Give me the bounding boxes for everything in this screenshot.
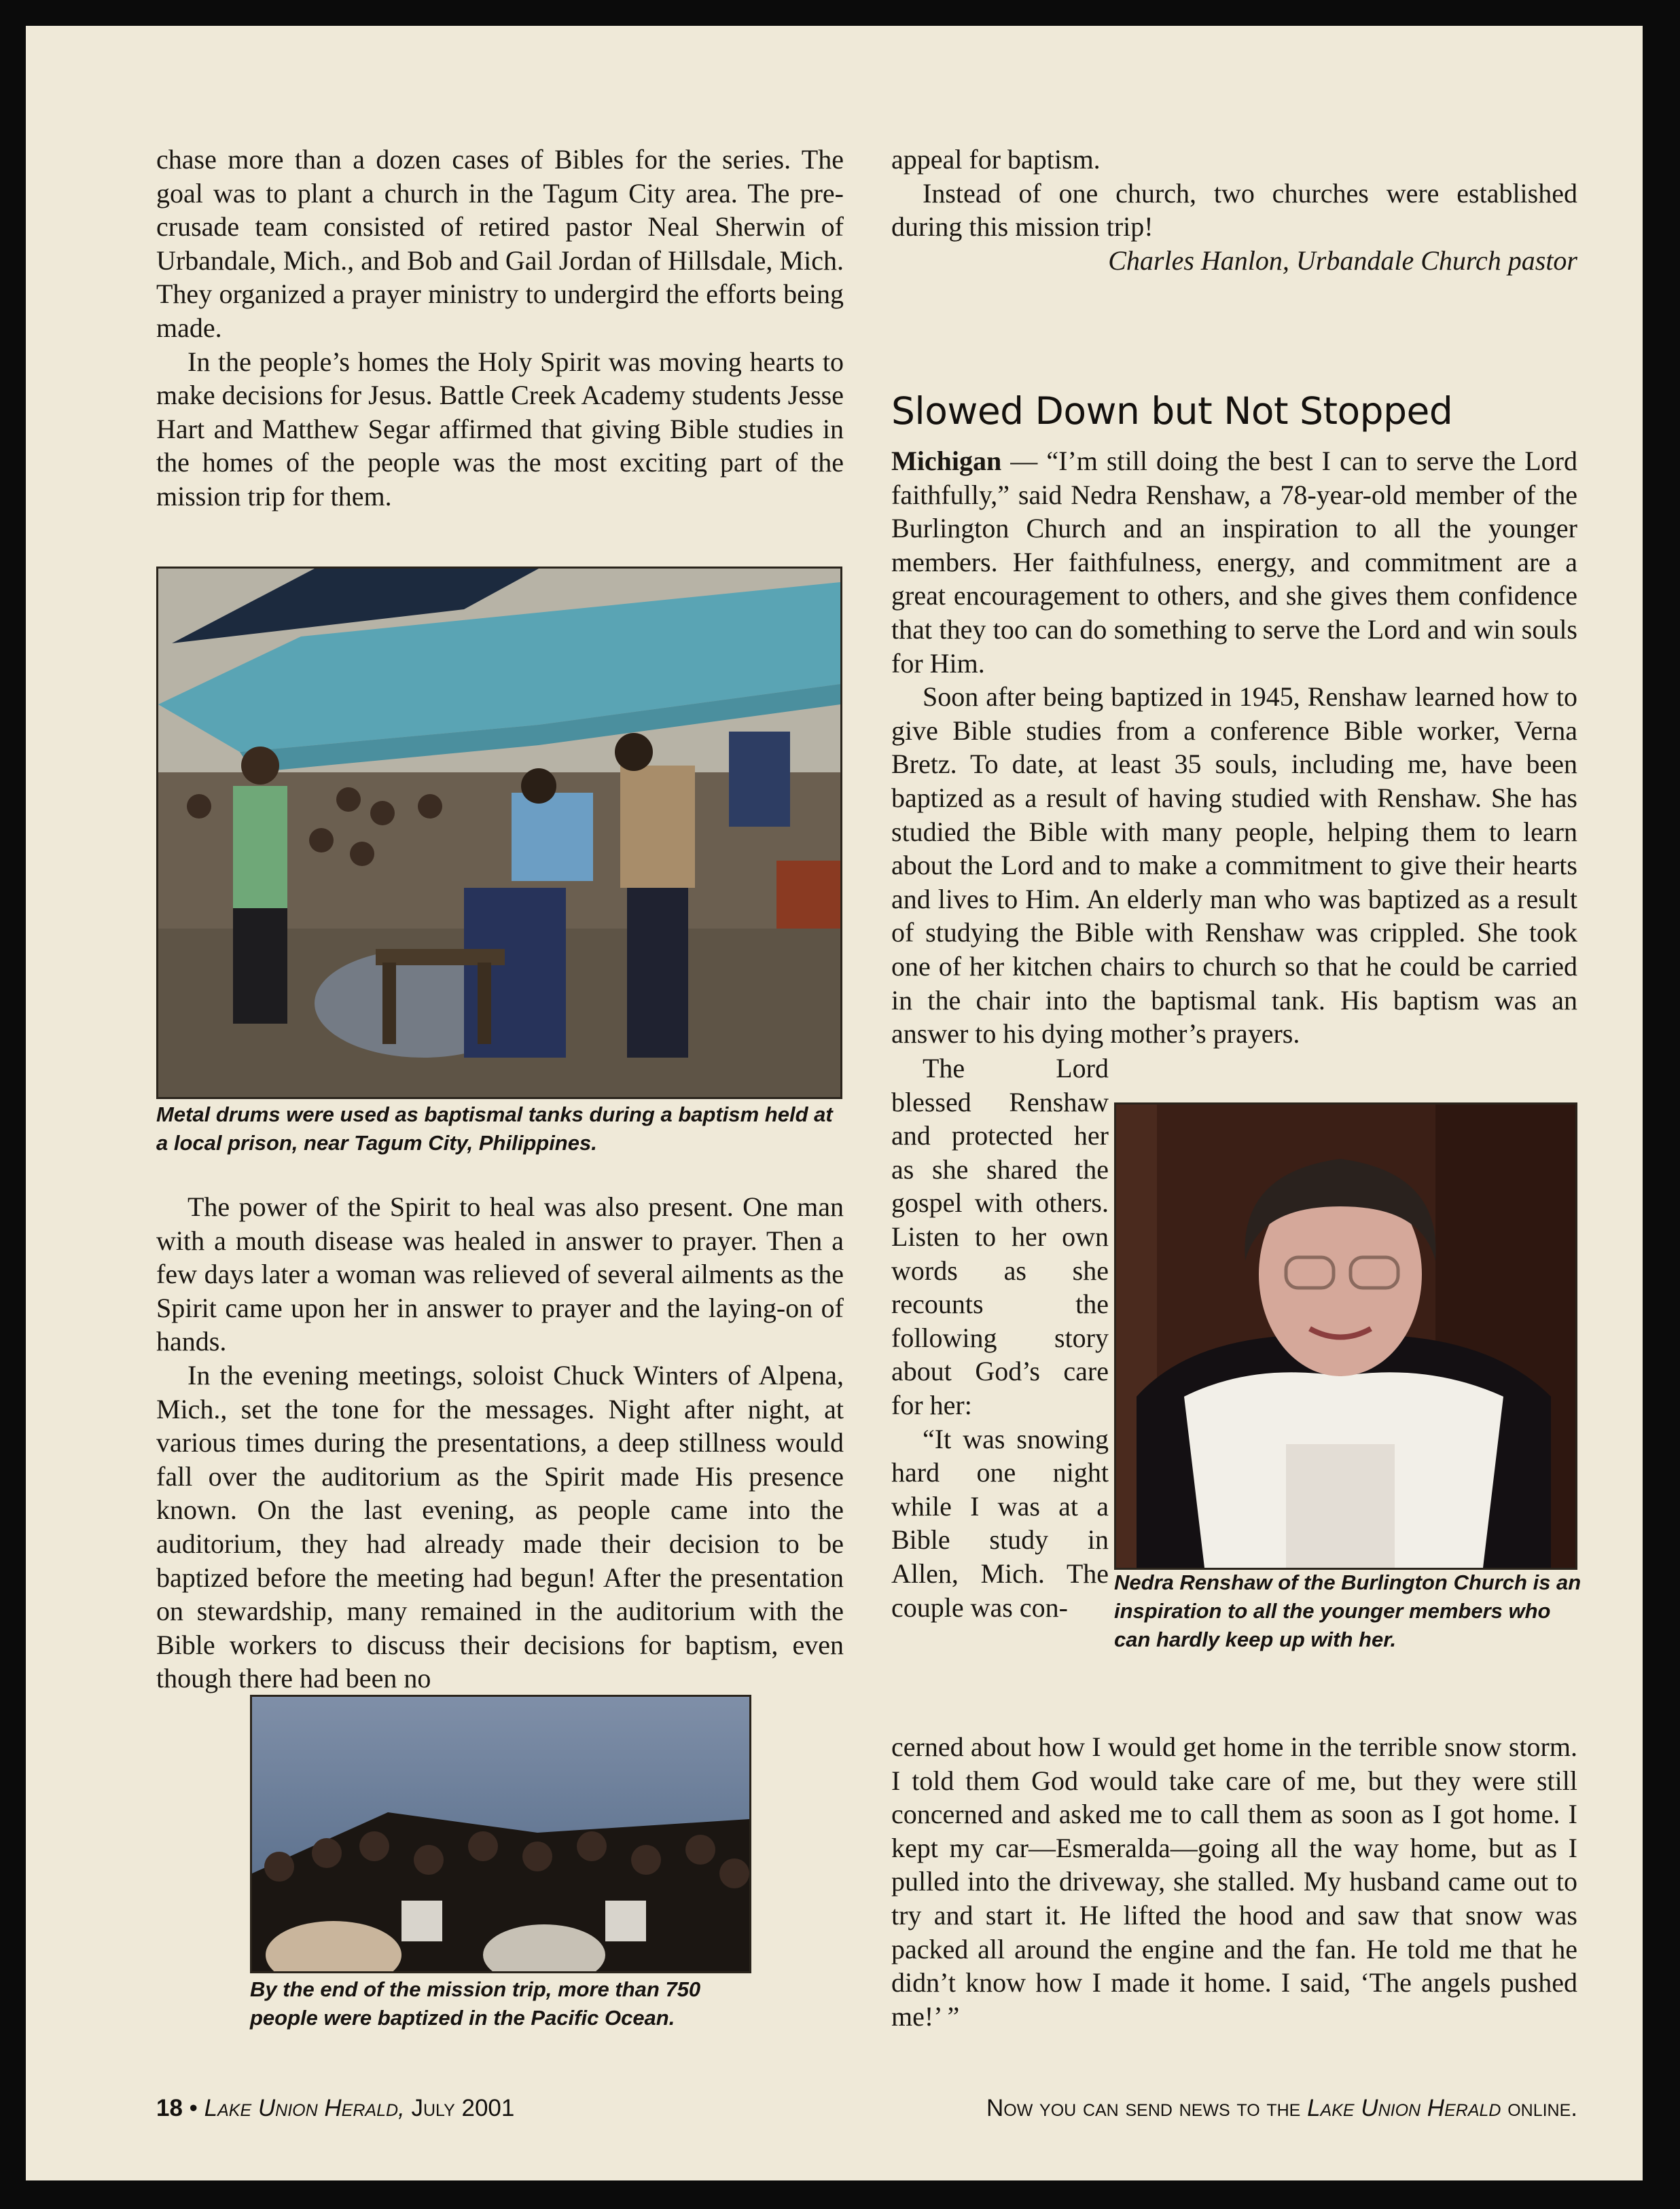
footer-bullet: •: [189, 2095, 198, 2121]
photo-caption: Metal drums were used as baptismal tanks during a baptism held at a local prison, near Tagum City, Philippines.: [156, 1102, 833, 1155]
magazine-page: [26, 26, 1643, 2180]
left-column-bottom: [156, 1190, 844, 1695]
right-column-top: [891, 143, 1577, 277]
paragraph: “It was snowing hard one night while I was at a Bible study in Allen, Mich. The couple was con-: [891, 1423, 1109, 1623]
paragraph: appeal for baptism.: [891, 144, 1101, 175]
right-column-article: [891, 444, 1577, 1051]
publication-name: Lake Union Herald,: [204, 2095, 405, 2121]
article-headline: Slowed Down but Not Stopped: [891, 389, 1453, 433]
paragraph: chase more than a dozen cases of Bibles for the series. The goal was to plant a church in the Tagum City area. The pre-crusade team consisted of retired pastor Neal Sherwin of Urbandale, Mich., and Bob and Gail Jordan of Hillsdale, Mich. They organized a prayer ministry to undergird the efforts being made.: [156, 144, 844, 343]
paragraph: Instead of one church, two churches were established during this mission trip!: [891, 177, 1577, 243]
paragraph: In the evening meetings, soloist Chuck Winters of Alpena, Mich., set the tone for the messages. Night after night, at various times during the presentations, a deep stillness would fall over the auditorium as the Spirit made His presence known. On the last evening, as people came into the auditorium, they had already made their decision to be baptized before the meeting had begun! After the presentation on stewardship, many remained in the auditorium with the Bible workers to discuss their decisions for baptism, even though there had been no: [156, 1359, 844, 1694]
paragraph: cerned about how I would get home in the terrible snow storm. I told them God would take care of me, but they were still concerned and asked me to call them as soon as I got home. I kept my car—Esmeralda—going all the way home, but as I pulled into the driveway, she stalled. My husband came out to try and start it. He lifted the hood and saw that snow was packed all around the engine and the fan. He told me that he didn’t know how I made it home. I said, ‘The angels pushed me!’ ”: [891, 1731, 1577, 2032]
page-footer-right: [986, 2095, 1577, 2122]
lede-text: — “I’m still doing the best I can to serve the Lord faithfully,” said Nedra Renshaw, a 78-year-old member of the Burlington Church and an inspiration to all the younger members. Her faithfulness, energy, and commitment are a great encouragement to others, and she gives them confidence that they too can do something to serve the Lord and win souls for Him.: [891, 446, 1577, 679]
footer-notice-suffix: online.: [1507, 2095, 1577, 2121]
paragraph: [891, 444, 1577, 680]
paragraph: The power of the Spirit to heal was also present. One man with a mouth disease was healed in answer to prayer. Then a few days later a woman was relieved of several ailments as the Spirit came upon her in answer to prayer and the laying-on of hands.: [156, 1191, 844, 1357]
prison-baptism-photo: [156, 567, 842, 1099]
ocean-baptism-photo: [250, 1695, 751, 1973]
nedra-renshaw-portrait: [1114, 1102, 1577, 1570]
lede-place: Michigan: [891, 446, 1002, 476]
photo-caption: By the end of the mission trip, more than 750 people were baptized in the Pacific Ocean.: [250, 1977, 701, 2030]
issue-date: July 2001: [411, 2095, 515, 2121]
page-number: 18: [156, 2095, 183, 2121]
narrow-text-column: [891, 1052, 1109, 1624]
byline: Charles Hanlon, Urbandale Church pastor: [1108, 245, 1577, 276]
page-footer-left: [156, 2095, 514, 2122]
paragraph: The Lord blessed Renshaw and protected her as she shared the gospel with others. Listen to her own words as she recounts the following story about God’s care for her:: [891, 1053, 1109, 1420]
paragraph: In the people’s homes the Holy Spirit was moving hearts to make decisions for Jesus. Battle Creek Academy students Jesse Hart and Matthew Segar affirmed that giving Bible studies in the homes of the people was the most exciting part of the mission trip for them.: [156, 346, 844, 511]
left-column-top: [156, 143, 844, 514]
right-column-closing: [891, 1730, 1577, 2033]
footer-notice-prefix: Now you can send news to the: [986, 2095, 1301, 2121]
photo-caption: Nedra Renshaw of the Burlington Church is an inspiration to all the younger members who can hardly keep up with her.: [1114, 1570, 1581, 1651]
paragraph: Soon after being baptized in 1945, Renshaw learned how to give Bible studies from a conference Bible worker, Verna Bretz. To date, at least 35 souls, including me, have been baptized as a result of having studied with Renshaw. She has studied the Bible with many people, helping them to learn about the Lord and to make a commitment to give their hearts and lives to Him. An elderly man who was baptized as a result of studying the Bible with Renshaw was crippled. She took one of her kitchen chairs to church so that he could be carried in the chair into the baptismal tank. His baptism was an answer to his dying mother’s prayers.: [891, 681, 1577, 1049]
footer-notice-publication: Lake Union Herald: [1307, 2095, 1501, 2121]
